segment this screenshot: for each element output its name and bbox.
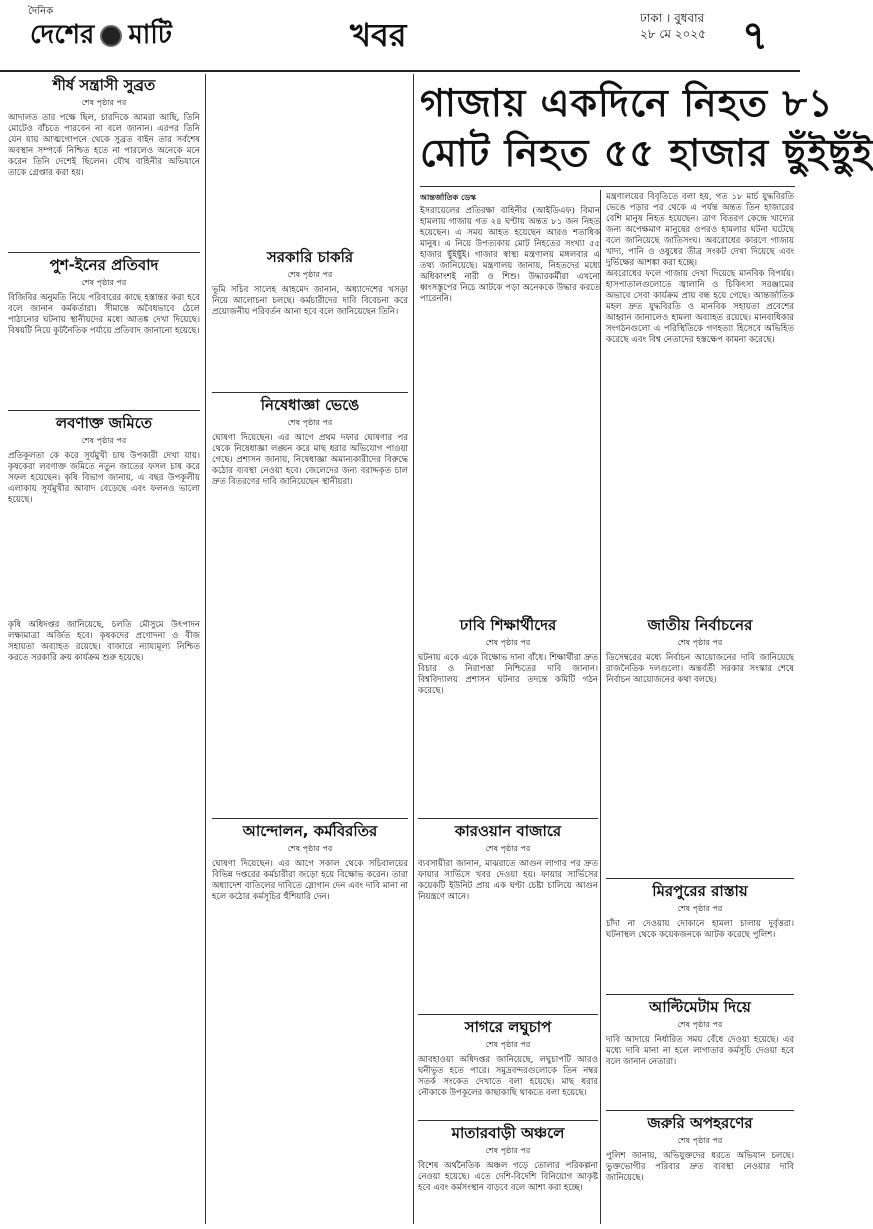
story-byline: শেষ পৃষ্ঠার পর — [81, 98, 127, 107]
story-byline: শেষ পৃষ্ঠার পর — [287, 418, 333, 427]
story-text: ঘোষণা দিয়েছেন। এর আগে প্রথম দফার ঘোষণার পর থেকে নিষেধাজ্ঞা লঙ্ঘন করে মাছ ধরার অভিযোগ পাওয়া গেছে। প্রশাসন জানায়, নিষেধাজ্ঞা অমান্যকারীদের বিরুদ্ধে কঠোর ব্যবস্থা নেওয়া হবে। জেলেদের জন্য বরাদ্দকৃত চাল দ্রুত বিতরণের দাবি জানিয়েছেন স্থানীয়রা। — [212, 433, 408, 487]
story-byline: শেষ পৃষ্ঠার পর — [677, 1020, 723, 1029]
story-text: ঘোষণা দিয়েছেন। এর আগে সকাল থেকে সচিবালয়ের বিভিন্ন দপ্তরের কর্মচারীরা জড়ো হয়ে বিক্ষোভ করেন। তারা অধ্যাদেশ বাতিলের দাবিতে স্লোগান দেন এবং দাবি মানা না হলে কঠোর কর্মসূচির হুঁশিয়ারি দেন। — [212, 859, 408, 902]
story-low-pressure — [418, 1018, 598, 1118]
story-headline: জাতীয় নির্বাচনের — [647, 616, 753, 634]
lead-byline: আন্তর্জাতিক ডেস্ক — [420, 192, 476, 202]
story-mirpur — [606, 882, 794, 992]
story-headline: কারওয়ান বাজারে — [454, 822, 562, 840]
column-rule — [413, 74, 414, 1224]
story-karwan-bazar — [418, 822, 598, 1012]
story-saline-land — [8, 414, 200, 614]
story-text: আবহাওয়া অধিদপ্তর জানিয়েছে, লঘুচাপটি আরও ঘনীভূত হতে পারে। সমুদ্রবন্দরগুলোকে তিন নম্বর সতর্ক সংকেত দেখাতে বলা হয়েছে। মাছ ধরার নৌকাকে উপকূলের কাছাকাছি থাকতে বলা হয়েছে। — [418, 1055, 598, 1098]
brand-name-b: মাটি — [128, 20, 172, 50]
story-text: আদালত তার পক্ষে ছিল, চারদিকে আমরা আছি, তিনি মোটেও বাঁচতে পারবেন না বলে জানান। এরপর তিনি যেন যায় আত্মগোপনে থেকে সুব্রত বাইন তার সর্বশেষ অবস্থান সম্পর্কে নিশ্চিত হতে না পারলেও অনেকে মনে করেন তিনি দেশেই ছিলেন। যৌথ বাহিনীর অভিযানে তাকে গ্রেপ্তার করা হয়। — [8, 113, 200, 178]
story-headline: পুশ-ইনের প্রতিবাদ — [49, 256, 159, 274]
story-text: বিজিবির অনুমতি নিয়ে পরিবারের কাছে হস্তান্তর করা হবে বলে জানান কর্মকর্তারা। সীমান্তে অবৈধভাবে ঠেলে পাঠানোর ঘটনায় স্থানীয়দের মধ্যে আতঙ্ক দেখা দিয়েছে। বিষয়টি নিয়ে কূটনৈতিক পর্যায়ে প্রতিবাদ জানানো হয়েছে। — [8, 293, 200, 336]
lead-headline-line-2: মোট নিহত ৫৫ হাজার ছুঁইছুঁই — [420, 131, 873, 175]
date-line-1: ঢাকা । বুধবার — [640, 11, 705, 25]
story-text: বিশেষ অর্থনৈতিক অঞ্চল গড়ে তোলার পরিকল্পনা নেওয়া হয়েছে। এতে দেশি-বিদেশি বিনিয়োগ আকৃষ্ট হবে এবং কর্মসংস্থান বাড়বে বলে আশা করা হচ্ছে। — [418, 1161, 598, 1193]
story-headline: শীর্ষ সন্ত্রাসী সুব্রত — [52, 76, 156, 94]
story-byline: শেষ পৃষ্ঠার পর — [485, 844, 531, 853]
lead-headline-line-1: গাজায় একদিনে নিহত ৮১ — [420, 81, 834, 125]
divider — [212, 818, 408, 819]
story-headline: আল্টিমেটাম দিয়ে — [649, 998, 751, 1016]
brand-logo — [28, 6, 172, 58]
lead-column-2 — [606, 192, 794, 612]
divider — [212, 392, 408, 393]
story-movement — [212, 822, 408, 1222]
divider — [8, 410, 200, 411]
story-byline: শেষ পৃষ্ঠার পর — [485, 1146, 531, 1155]
lead-headline — [420, 78, 873, 184]
story-byline: শেষ পৃষ্ঠার পর — [485, 638, 531, 647]
divider — [8, 252, 200, 253]
story-text: প্রতিকূলতা কে করে সূর্যমুখী চাষ উপকারী দেখা যায়। কৃষকেরা লবণাক্ত জমিতে নতুন জাতের ফসল চাষ করে সফল হয়েছেন। কৃষি বিভাগ জানায়, এ বছর উপকূলীয় এলাকায় সূর্যমুখীর আবাদ বেড়েছে এবং ফলনও ভালো হয়েছে। — [8, 451, 200, 505]
divider — [418, 818, 598, 819]
story-text: ব্যবসায়ীরা জানান, মাঝরাতে আগুন লাগার পর দ্রুত ফায়ার সার্ভিসে খবর দেওয়া হয়। ফায়ার সার্ভিসের কয়েকটি ইউনিট প্রায় এক ঘণ্টা চেষ্টা চালিয়ে আগুন নিয়ন্ত্রণে আনে। — [418, 859, 598, 902]
story-matarbari — [418, 1124, 598, 1224]
story-ban-violation — [212, 396, 408, 676]
story-headline: সাগরে লঘুচাপ — [464, 1018, 552, 1036]
story-byline: শেষ পৃষ্ঠার পর — [485, 1040, 531, 1049]
divider — [418, 1120, 598, 1121]
brand-prefix: দৈনিক — [28, 6, 54, 17]
story-byline: শেষ পৃষ্ঠার পর — [287, 844, 333, 853]
story-text: ডিসেম্বরের মধ্যে নির্বাচন আয়োজনের দাবি জানিয়েছে রাজনৈতিক দলগুলো। অন্তর্বর্তী সরকার সংস্কার শেষে নির্বাচন আয়োজনের কথা বলছে। — [606, 653, 794, 685]
story-text: ভূমি সচিব সালেহ আহমেদ জানান, অধ্যাদেশের খসড়া নিয়ে আলোচনা চলছে। কর্মচারীদের দাবি বিবেচনা করে প্রয়োজনীয় পরিবর্তন আনা হবে বলে জানিয়েছেন তিনি। — [212, 285, 408, 317]
section-title: খবর — [350, 16, 407, 54]
story-headline: ঢাবি শিক্ষার্থীদের — [459, 616, 557, 634]
story-headline: মাতারবাড়ী অঞ্চলে — [451, 1124, 565, 1142]
story-byline: শেষ পৃষ্ঠার পর — [81, 278, 127, 287]
divider — [420, 186, 795, 187]
story-du-students — [418, 616, 598, 816]
story-election — [606, 616, 794, 876]
lead-text-1: ইসরায়েলের প্রতিরক্ষা বাহিনীর (আইডিএফ) বিমান হামলায় গাজায় গত ২৪ ঘণ্টায় অন্তত ৮১ জন নিহত হয়েছেন। এ সময় আহত হয়েছেন আরও শতাধিক মানুষ। এ নিয়ে উপত্যকায় মোট নিহতের সংখ্যা ৫৫ হাজার ছুঁইছুঁই। গাজার স্বাস্থ্য মন্ত্রণালয় মঙ্গলবার এ তথ্য জানিয়েছে। মন্ত্রণালয় জানায়, নিহতদের মধ্যে অধিকাংশই নারী ও শিশু। উদ্ধারকর্মীরা এখনো ধ্বংসস্তূপের নিচে আটকে পড়া অনেককে উদ্ধার করতে পারেননি। — [420, 206, 600, 304]
story-headline: সরকারি চাকরি — [266, 248, 354, 266]
story-headline: নিষেধাজ্ঞা ভেঙে — [260, 396, 360, 414]
story-kidnapping — [606, 1114, 794, 1224]
divider — [418, 1014, 598, 1015]
story-headline: আন্দোলন, কর্মবিরতির — [242, 822, 378, 840]
story-text: চাঁদা না দেওয়ায় দোকানে হামলা চালায় দুর্বৃত্তরা। ঘটনাস্থল থেকে কয়েকজনকে আটক করেছে পুলিশ। — [606, 919, 794, 940]
story-byline: শেষ পৃষ্ঠার পর — [677, 638, 723, 647]
lead-text-2: মন্ত্রণালয়ের বিবৃতিতে বলা হয়, গত ১৮ মার্চ যুদ্ধবিরতি ভেঙে পড়ার পর থেকে এ পর্যন্ত অন্তত তিন হাজারের বেশি মানুষ নিহত হয়েছেন। ত্রাণ বিতরণ কেন্দ্রে খাদ্যের জন্য অপেক্ষমাণ মানুষের ওপরও হামলার ঘটনা ঘটেছে বলে জানিয়েছে জাতিসংঘ। অবরোধের কারণে গাজায় খাদ্য, পানি ও ওষুধের তীব্র সংকট দেখা দিয়েছে এবং দুর্ভিক্ষের আশঙ্কা করা হচ্ছে। — [606, 192, 794, 268]
story-headline: লবণাক্ত জমিতে — [55, 414, 153, 432]
story-sobrata — [8, 76, 200, 246]
story-byline: শেষ পৃষ্ঠার পর — [81, 436, 127, 445]
brand-name-a: দেশের — [30, 20, 95, 50]
story-byline: শেষ পৃষ্ঠার পর — [677, 904, 723, 913]
story-text: দাবি আদায়ে নির্ধারিত সময় বেঁধে দেওয়া হয়েছে। এর মধ্যে দাবি মানা না হলে লাগাতার কর্মসূচি দেওয়া হবে বলে জানান নেতারা। — [606, 1035, 794, 1067]
date-line-2: ২৮ মে ২০২৫ — [640, 27, 706, 41]
story-continuation — [8, 620, 200, 1220]
story-byline: শেষ পৃষ্ঠার পর — [677, 1136, 723, 1145]
story-byline: শেষ পৃষ্ঠার পর — [287, 270, 333, 279]
lead-column-1 — [420, 192, 600, 612]
masthead — [0, 0, 800, 72]
lead-text-3: অবরোধের ফলে গাজায় দেখা দিয়েছে মানবিক বিপর্যয়। হাসপাতালগুলোতে জ্বালানি ও চিকিৎসা সরঞ্জামের অভাবে সেবা কার্যক্রম প্রায় বন্ধ হয়ে গেছে। আন্তর্জাতিক মহল দ্রুত যুদ্ধবিরতি ও মানবিক সহায়তা প্রবেশের আহ্বান জানালেও হামলা অব্যাহত রয়েছে। মানবাধিকার সংগঠনগুলো এ পরিস্থিতিকে গণহত্যা হিসেবে অভিহিত করেছে এবং বিশ্ব নেতাদের হস্তক্ষেপ কামনা করেছে। — [606, 269, 794, 345]
story-text: ঘটনায় একে একে বিক্ষোভ দানা বাঁধে। শিক্ষার্থীরা দ্রুত বিচার ও নিরাপত্তা নিশ্চিতের দাবি জানান। বিশ্ববিদ্যালয় প্রশাসন ঘটনার তদন্তে কমিটি গঠন করেছে। — [418, 653, 598, 696]
divider — [606, 878, 794, 879]
story-text: পুলিশ জানায়, অভিযুক্তদের ধরতে অভিযান চলছে। ভুক্তভোগীর পরিবার দ্রুত ব্যবস্থা নেওয়ার দাবি জানিয়েছে। — [606, 1151, 794, 1183]
issue-date — [640, 10, 706, 42]
story-headline: মিরপুরের রাস্তায় — [652, 882, 748, 900]
story-ultimatum — [606, 998, 794, 1108]
page-number: ৭ — [742, 13, 769, 59]
column-rule — [205, 74, 206, 1224]
story-headline: জরুরি অপহরণের — [647, 1114, 753, 1132]
column-rule — [600, 190, 601, 1224]
divider — [606, 994, 794, 995]
globe-icon — [100, 25, 122, 47]
story-text: কৃষি অধিদপ্তর জানিয়েছে, চলতি মৌসুমে উৎপাদন লক্ষ্যমাত্রা অর্জিত হবে। কৃষকদের প্রণোদনা ও বীজ সহায়তা অব্যাহত রয়েছে। বাজারে ন্যায্যমূল্য নিশ্চিত করতে সরকারি ক্রয় কার্যক্রম শুরু হয়েছে। — [8, 620, 200, 663]
story-push-in — [8, 256, 200, 406]
divider — [606, 1110, 794, 1111]
story-govt-job — [212, 248, 408, 388]
